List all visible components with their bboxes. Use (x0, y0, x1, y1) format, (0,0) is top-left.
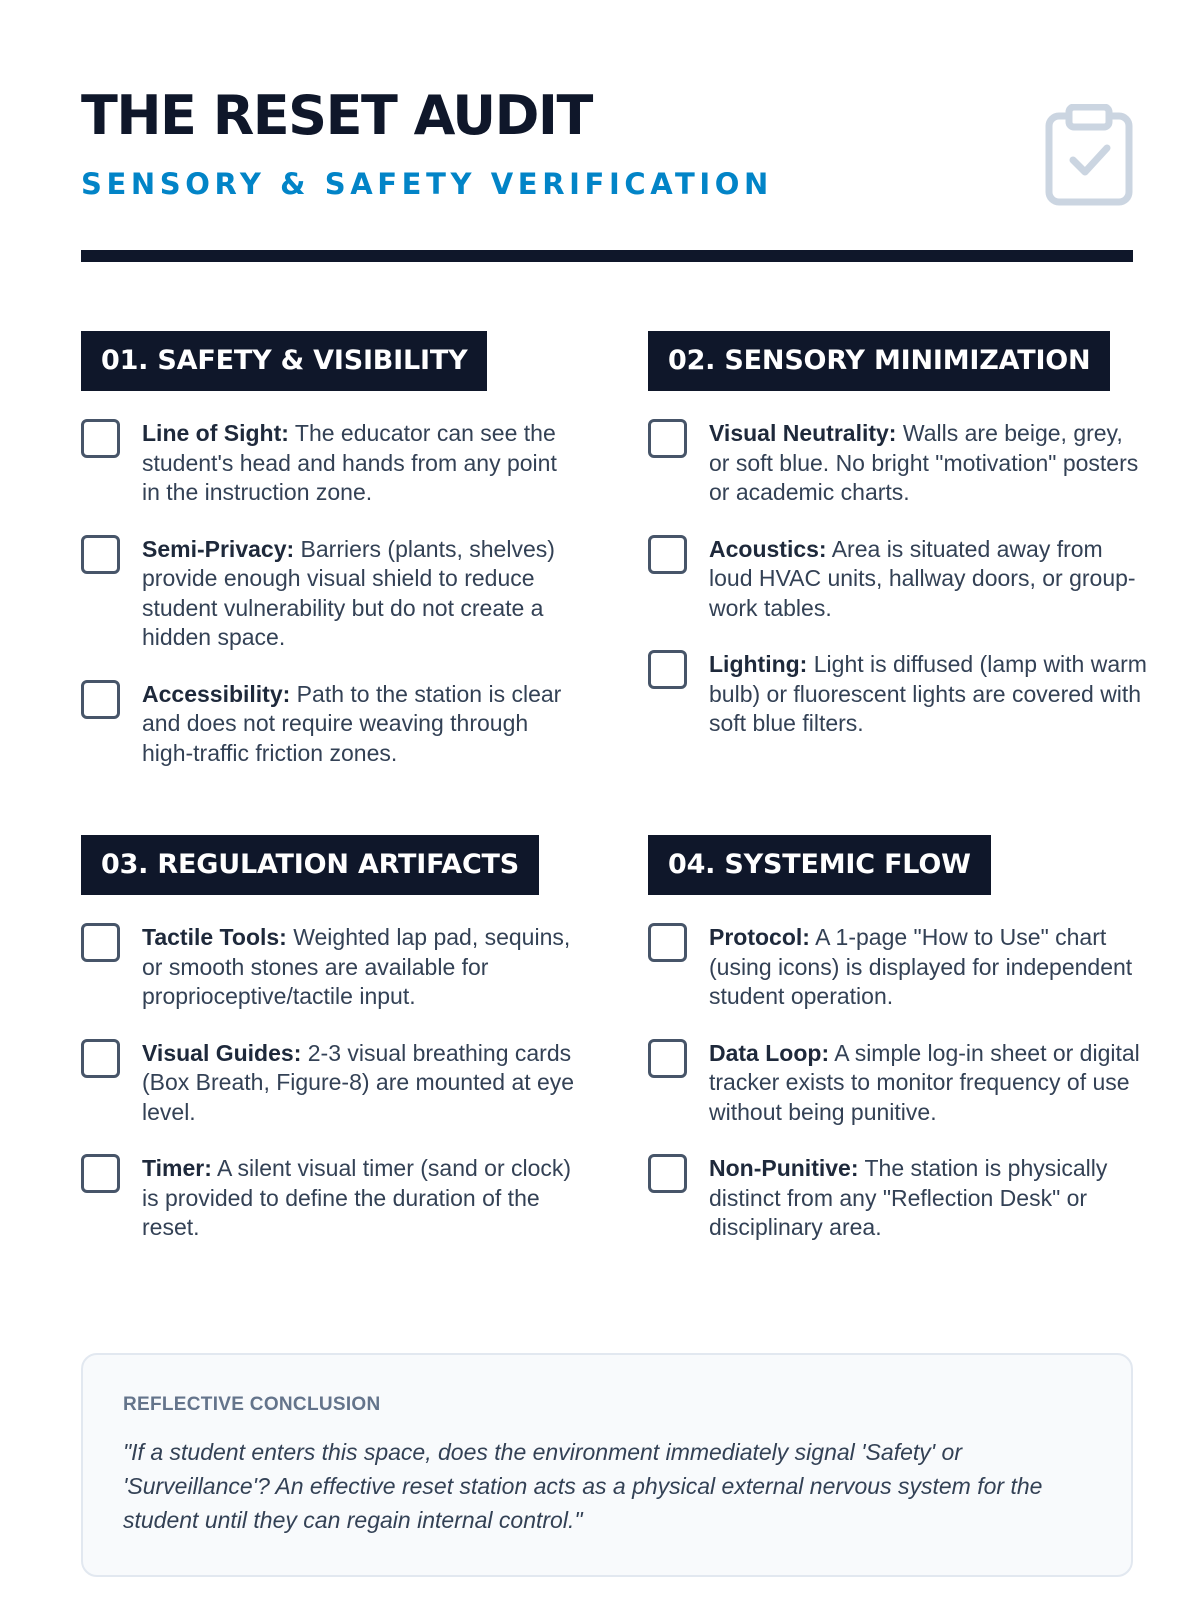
section-regulation-artifacts (81, 835, 581, 1270)
checklist-item (648, 1154, 1148, 1243)
checklist (648, 923, 1148, 1243)
checklist-item (81, 419, 581, 508)
item-text (142, 536, 555, 651)
page-subtitle: SENSORY & SAFETY VERIFICATION (81, 167, 773, 201)
checklist-item (81, 1039, 581, 1128)
section-title: 01. SAFETY & VISIBILITY (81, 331, 487, 391)
checkbox[interactable] (648, 419, 687, 458)
item-text (709, 1155, 1107, 1240)
checklist-item (648, 1039, 1148, 1128)
item-description: The station is physically distinct from any "Reflection Desk" or disciplinary area. (709, 1155, 1108, 1240)
item-label: Visual Neutrality: (709, 420, 897, 446)
item-description: Path to the station is clear and does not require weaving through high-traffic friction zones. (142, 680, 562, 766)
item-description: Area is situated away from loud HVAC units, hallway doors, or group-work tables. (709, 535, 1136, 621)
checklist-item (81, 923, 581, 1012)
section-systemic-flow (648, 835, 1148, 1270)
item-text (709, 420, 1138, 505)
checkbox[interactable] (648, 1154, 687, 1193)
checklist-item (648, 535, 1148, 624)
item-text (709, 924, 1132, 1009)
audit-page (81, 0, 1147, 1600)
checkbox[interactable] (81, 535, 120, 574)
conclusion-quote: "If a student enters this space, does the environment immediately signal 'Safety' or 'Surveillance'? An effective reset station acts as a physical external nervous system for the student until they can regain internal control." (123, 1439, 1043, 1533)
item-label: Semi-Privacy: (142, 535, 295, 562)
item-text (142, 1040, 574, 1125)
checkbox[interactable] (81, 923, 120, 962)
checklist (81, 923, 581, 1243)
checklist-item (648, 419, 1148, 508)
checkbox[interactable] (81, 680, 120, 719)
clipboard-check-icon (1045, 104, 1133, 206)
item-label: Line of Sight: (142, 420, 289, 446)
header-divider (81, 250, 1133, 262)
checklist-item (81, 1154, 581, 1243)
reflective-conclusion-box (81, 1353, 1133, 1577)
checkbox[interactable] (648, 1039, 687, 1078)
item-text (142, 681, 561, 766)
item-text (709, 1040, 1140, 1125)
checklist (648, 419, 1148, 739)
conclusion-label: REFLECTIVE CONCLUSION (123, 1394, 381, 1415)
item-label: Timer: (142, 1155, 212, 1181)
checklist-item (81, 535, 581, 653)
section-title: 03. REGULATION ARTIFACTS (81, 835, 539, 895)
section-title: 04. SYSTEMIC FLOW (648, 835, 991, 895)
page-title: THE RESET AUDIT (81, 84, 592, 147)
section-safety-visibility (81, 331, 581, 795)
checklist-item (81, 680, 581, 769)
checklist-item (648, 650, 1148, 739)
item-label: Visual Guides: (142, 1039, 302, 1066)
checklist (81, 419, 581, 768)
item-label: Acoustics: (709, 535, 827, 562)
item-description: A silent visual timer (sand or clock) is provided to define the duration of the reset. (142, 1155, 572, 1240)
checklist-item (648, 923, 1148, 1012)
item-description: Barriers (plants, shelves) provide enough visual shield to reduce student vulnerability but do not create a hidden space. (142, 535, 555, 650)
item-label: Data Loop: (709, 1039, 830, 1066)
item-text (142, 1155, 571, 1240)
checkbox[interactable] (81, 419, 120, 458)
item-description: 2-3 visual breathing cards (Box Breath, Figure-8) are mounted at eye level. (142, 1039, 575, 1125)
item-text (709, 536, 1136, 621)
item-label: Protocol: (709, 924, 810, 950)
item-label: Accessibility: (142, 680, 291, 707)
item-label: Tactile Tools: (142, 924, 287, 950)
section-title: 02. SENSORY MINIMIZATION (648, 331, 1110, 391)
item-description: The educator can see the student's head and hands from any point in the instruction zone. (142, 420, 557, 505)
checkbox[interactable] (81, 1154, 120, 1193)
item-text (142, 420, 557, 505)
header (81, 84, 1133, 204)
item-text (142, 924, 570, 1009)
item-label: Lighting: (709, 651, 808, 677)
item-description: A simple log-in sheet or digital tracker exists to monitor frequency of use without being punitive. (709, 1039, 1140, 1125)
item-description: A 1-page "How to Use" chart (using icons) is displayed for independent student operation. (709, 924, 1133, 1009)
item-description: Light is diffused (lamp with warm bulb) or fluorescent lights are covered with soft blue filters. (709, 651, 1147, 736)
section-sensory-minimization (648, 331, 1148, 766)
checkbox[interactable] (81, 1039, 120, 1078)
item-description: Weighted lap pad, sequins, or smooth stones are available for proprioceptive/tactile input. (142, 924, 571, 1009)
item-label: Non-Punitive: (709, 1155, 859, 1181)
item-description: Walls are beige, grey, or soft blue. No bright "motivation" posters or academic charts. (709, 420, 1139, 505)
checkbox[interactable] (648, 535, 687, 574)
checkbox[interactable] (648, 650, 687, 689)
checkbox[interactable] (648, 923, 687, 962)
item-text (709, 651, 1147, 736)
